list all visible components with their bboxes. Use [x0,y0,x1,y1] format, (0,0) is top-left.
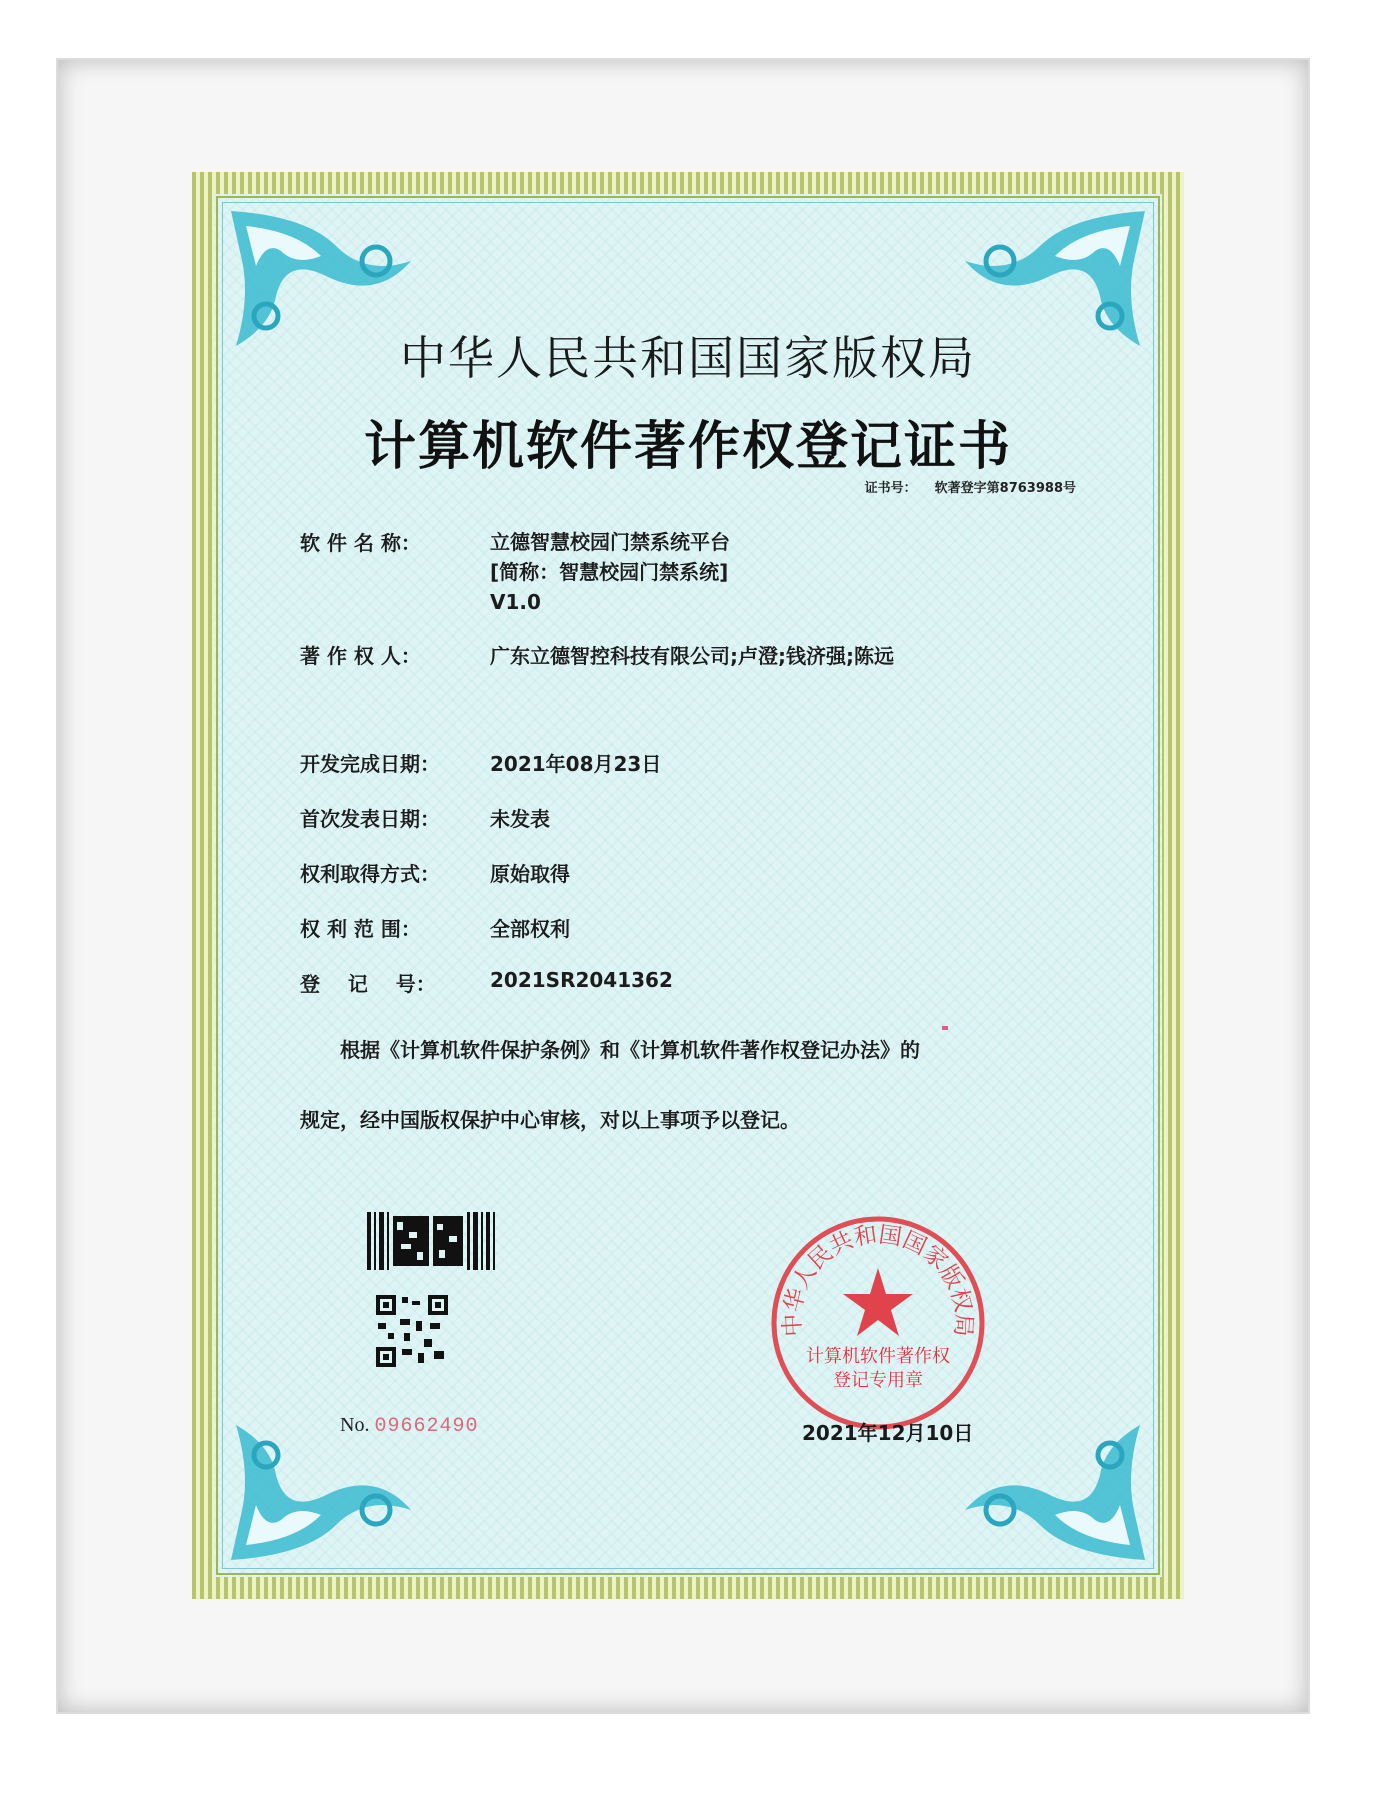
software-name-row [300,527,730,614]
certificate-number [865,477,1076,496]
certificate-number-value: 软著登字第8763988号 [934,481,1076,496]
rights-scope-row [300,913,570,942]
legal-statement-line-1: 根据《计算机软件保护条例》和《计算机软件著作权登记办法》的 [340,1038,920,1062]
serial-number [340,1414,478,1438]
software-name-line: 立德智慧校园门禁系统平台 [490,530,730,554]
dev-date-row [300,748,662,777]
issue-date: 2021年12月10日 [802,1421,974,1445]
copyright-holder-row [300,640,894,669]
rights-scope-label: 权 利 范 围： [300,917,421,941]
official-seal [767,1212,989,1434]
first-publication-label: 首次发表日期： [300,807,440,831]
dev-date-label: 开发完成日期： [300,752,440,776]
software-name-label: 软 件 名 称： [300,531,421,555]
software-name-line: V1.0 [490,590,541,614]
acquisition-method-value: 原始取得 [490,862,570,886]
acquisition-method-row [300,858,570,887]
legal-statement-line-2: 规定，经中国版权保护中心审核，对以上事项予以登记。 [300,1108,800,1132]
ink-mark [942,1026,948,1030]
acquisition-method-label: 权利取得方式： [300,862,440,886]
rights-scope-value: 全部权利 [490,917,570,941]
copyright-holder-label: 著 作 权 人： [300,644,421,668]
first-publication-row [300,803,550,832]
dev-date-value: 2021年08月23日 [490,752,662,776]
software-name-value [490,527,730,617]
registration-number-label: 登 记 号： [300,972,436,996]
qr-code [376,1295,448,1367]
copyright-holder-value: 广东立德智控科技有限公司;卢澄;钱济强;陈远 [490,644,894,668]
copyright-certificate [192,172,1184,1599]
seal-line-1: 计算机软件著作权 [806,1346,950,1367]
registration-number-value: 2021SR2041362 [490,968,673,992]
issuer-title: 中华人民共和国国家版权局 [400,331,976,385]
serial-number-value: 09662490 [374,1415,479,1438]
serial-number-label: No. [340,1414,370,1436]
first-publication-value: 未发表 [490,807,550,831]
software-name-line: [简称：智慧校园门禁系统] [490,560,729,584]
corner-ornament [950,1415,1150,1565]
certificate-number-label: 证书号： [864,481,917,496]
certificate-title: 计算机软件著作权登记证书 [363,416,1012,477]
seal-ring-text: 中华人民共和国国家版权局 [779,1221,977,1338]
registration-number-row [300,968,673,997]
seal-line-2: 登记专用章 [833,1370,923,1391]
barcode [367,1212,499,1270]
